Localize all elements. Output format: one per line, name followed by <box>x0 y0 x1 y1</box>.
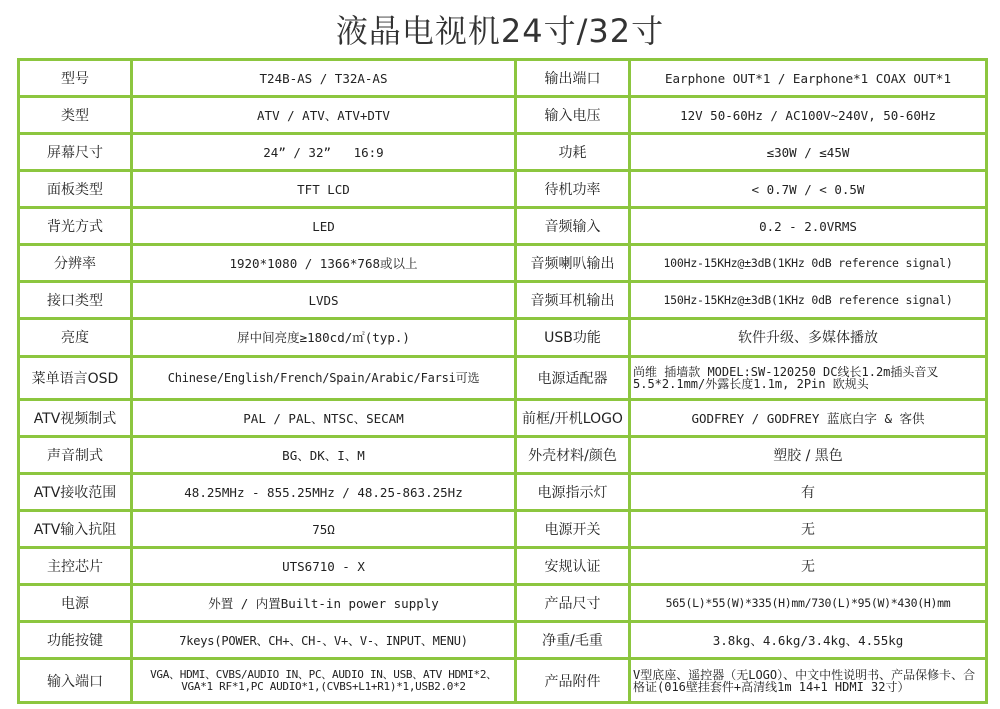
spec-label: 主控芯片 <box>19 548 132 585</box>
spec-value: 软件升级、多媒体播放 <box>630 319 987 356</box>
table-row <box>19 548 987 585</box>
spec-label: 屏幕尺寸 <box>19 134 132 171</box>
table-row <box>19 356 987 400</box>
table-row <box>19 60 987 97</box>
spec-value: UTS6710 - X <box>132 548 516 585</box>
spec-value: TFT LCD <box>132 171 516 208</box>
spec-value: ATV / ATV、ATV+DTV <box>132 97 516 134</box>
spec-value: V型底座、遥控器（无LOGO）、中文中性说明书、产品保修卡、合格证(016壁挂套件+高清线1m 14+1 HDMI 32寸） <box>630 659 987 703</box>
spec-label: 安规认证 <box>516 548 630 585</box>
spec-label: ATV输入抗阻 <box>19 511 132 548</box>
spec-value: 7keys(POWER、CH+、CH-、V+、V-、INPUT、MENU) <box>132 622 516 659</box>
spec-label: 类型 <box>19 97 132 134</box>
spec-label: 声音制式 <box>19 437 132 474</box>
spec-value: 尚维 插墙款 MODEL:SW-120250 DC线长1.2m插头音叉5.5*2.1mm/外露长度1.1m, 2Pin 欧规头 <box>630 356 987 400</box>
table-row <box>19 171 987 208</box>
spec-label: 电源指示灯 <box>516 474 630 511</box>
spec-value: Earphone OUT*1 / Earphone*1 COAX OUT*1 <box>630 60 987 97</box>
spec-value: VGA、HDMI、CVBS/AUDIO IN、PC、AUDIO IN、USB、ATV HDMI*2、VGA*1 RF*1,PC AUDIO*1,(CVBS+L1+R1)*1,USB2.0*2 <box>132 659 516 703</box>
spec-value: T24B-AS / T32A-AS <box>132 60 516 97</box>
spec-label: 输入电压 <box>516 97 630 134</box>
spec-value: LVDS <box>132 282 516 319</box>
spec-label: 前框/开机LOGO <box>516 400 630 437</box>
spec-value: ≤30W / ≤45W <box>630 134 987 171</box>
spec-value: 塑胶 / 黑色 <box>630 437 987 474</box>
spec-value: < 0.7W / < 0.5W <box>630 171 987 208</box>
table-row <box>19 282 987 319</box>
table-row <box>19 585 987 622</box>
spec-label: 功耗 <box>516 134 630 171</box>
spec-value: LED <box>132 208 516 245</box>
table-row <box>19 437 987 474</box>
spec-label: USB功能 <box>516 319 630 356</box>
table-row <box>19 511 987 548</box>
table-row <box>19 622 987 659</box>
spec-value: 24” / 32” 16:9 <box>132 134 516 171</box>
spec-value: 外置 / 内置Built-in power supply <box>132 585 516 622</box>
spec-label: 音频耳机输出 <box>516 282 630 319</box>
spec-table <box>17 58 988 704</box>
spec-value: PAL / PAL、NTSC、SECAM <box>132 400 516 437</box>
table-row <box>19 208 987 245</box>
spec-label: 音频喇叭输出 <box>516 245 630 282</box>
spec-value: 无 <box>630 511 987 548</box>
table-row <box>19 659 987 703</box>
spec-label: 面板类型 <box>19 171 132 208</box>
spec-label: 电源开关 <box>516 511 630 548</box>
spec-label: 输出端口 <box>516 60 630 97</box>
spec-value: 有 <box>630 474 987 511</box>
spec-value: 565(L)*55(W)*335(H)mm/730(L)*95(W)*430(H)mm <box>630 585 987 622</box>
spec-label: 功能按键 <box>19 622 132 659</box>
table-row <box>19 245 987 282</box>
spec-value: GODFREY / GODFREY 蓝底白字 & 客供 <box>630 400 987 437</box>
spec-label: 亮度 <box>19 319 132 356</box>
spec-label: 背光方式 <box>19 208 132 245</box>
spec-value: 48.25MHz - 855.25MHz / 48.25-863.25Hz <box>132 474 516 511</box>
spec-label: 待机功率 <box>516 171 630 208</box>
spec-label: 净重/毛重 <box>516 622 630 659</box>
spec-label: 产品尺寸 <box>516 585 630 622</box>
spec-label: 电源适配器 <box>516 356 630 400</box>
table-row <box>19 400 987 437</box>
spec-value: 3.8kg、4.6kg/3.4kg、4.55kg <box>630 622 987 659</box>
spec-value: 1920*1080 / 1366*768或以上 <box>132 245 516 282</box>
spec-value: 75Ω <box>132 511 516 548</box>
spec-label: 型号 <box>19 60 132 97</box>
spec-label: 接口类型 <box>19 282 132 319</box>
spec-value: 100Hz-15KHz@±3dB(1KHz 0dB reference signal) <box>630 245 987 282</box>
table-row <box>19 319 987 356</box>
table-row <box>19 474 987 511</box>
spec-value: Chinese/English/French/Spain/Arabic/Farsi可选 <box>132 356 516 400</box>
table-row <box>19 97 987 134</box>
spec-label: 分辨率 <box>19 245 132 282</box>
spec-label: ATV视频制式 <box>19 400 132 437</box>
spec-label: 产品附件 <box>516 659 630 703</box>
table-row <box>19 134 987 171</box>
spec-value: 12V 50-60Hz / AC100V~240V, 50-60Hz <box>630 97 987 134</box>
spec-value: 无 <box>630 548 987 585</box>
spec-value: BG、DK、I、M <box>132 437 516 474</box>
spec-label: ATV接收范围 <box>19 474 132 511</box>
spec-label: 外壳材料/颜色 <box>516 437 630 474</box>
spec-label: 输入端口 <box>19 659 132 703</box>
spec-label: 音频输入 <box>516 208 630 245</box>
spec-value: 屏中间亮度≥180cd/㎡(typ.) <box>132 319 516 356</box>
spec-label: 菜单语言OSD <box>19 356 132 400</box>
spec-value: 150Hz-15KHz@±3dB(1KHz 0dB reference signal) <box>630 282 987 319</box>
spec-value: 0.2 - 2.0VRMS <box>630 208 987 245</box>
page-title: 液晶电视机24寸/32寸 <box>335 12 665 50</box>
spec-label: 电源 <box>19 585 132 622</box>
